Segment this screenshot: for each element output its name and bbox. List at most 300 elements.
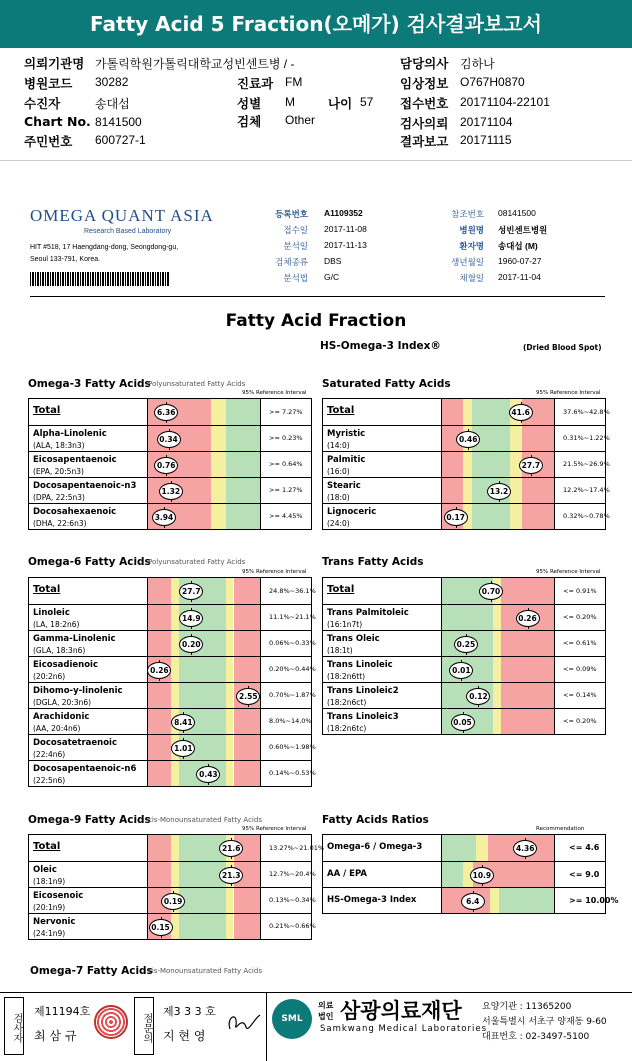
org-value: 가톨릭학원가톨릭대학교성빈센트병 / - bbox=[95, 57, 295, 71]
ratios-row-name bbox=[327, 894, 416, 906]
omega6-bar-zone bbox=[171, 578, 179, 604]
trans-bar-zone bbox=[501, 657, 555, 682]
omega6-bar bbox=[147, 709, 261, 734]
omega6-name-text: Docosatetraenoic bbox=[33, 738, 117, 748]
saturated-value-marker: 27.7 bbox=[519, 457, 543, 474]
omega6-row bbox=[29, 708, 311, 734]
signature bbox=[224, 1007, 264, 1037]
omega6-ref-range: 0.14%~0.53% bbox=[269, 769, 316, 778]
omega9-bar-zone bbox=[234, 888, 262, 913]
saturated-bar-zone bbox=[522, 504, 555, 529]
saturated-row bbox=[323, 477, 610, 503]
omega6-panel bbox=[28, 577, 316, 787]
footer-divider bbox=[266, 993, 267, 1061]
report-heading: Fatty Acid Fraction bbox=[225, 311, 407, 331]
omega3-value-marker: 1.32 bbox=[159, 483, 183, 500]
omega6-bar-zone bbox=[171, 761, 179, 786]
corp-address: 서울특별시 서초구 양재동 9-60 bbox=[482, 1017, 607, 1027]
lab-left-value: 2017-11-13 bbox=[324, 240, 367, 250]
omega6-row-name bbox=[33, 607, 79, 631]
trans-row-name bbox=[327, 607, 409, 631]
omega3-panel bbox=[28, 398, 312, 530]
org-number: 요양기관 : 11365200 bbox=[482, 1002, 572, 1012]
omega6-row bbox=[29, 682, 316, 708]
omega3-row bbox=[29, 399, 311, 425]
trans-name-text: Trans Palmitoleic bbox=[327, 608, 409, 618]
omega9-name-text: Total bbox=[33, 841, 61, 852]
omega6-row-name bbox=[33, 633, 116, 657]
ratios-name-text: HS-Omega-3 Index bbox=[327, 895, 417, 905]
omega3-name-sub: (DHA, 22:6n3) bbox=[33, 519, 87, 528]
omega6-name-text: Arachidonic bbox=[33, 712, 90, 722]
patient-value: 송대섭 bbox=[95, 97, 130, 111]
trans-panel bbox=[322, 577, 606, 735]
omega9-row bbox=[29, 887, 316, 913]
trans-value-marker: 0.26 bbox=[516, 610, 540, 627]
ratios-ref-range: <= 4.6 bbox=[569, 843, 600, 852]
ratios-bar-zone bbox=[476, 835, 487, 861]
omega9-bar-zone bbox=[226, 914, 234, 939]
saturated-value-marker: 41.6 bbox=[509, 404, 533, 421]
saturated-row-name bbox=[327, 506, 376, 530]
omega6-value-marker: 27.7 bbox=[179, 583, 203, 600]
lab-right-key: 채혈일 bbox=[459, 273, 484, 283]
omega6-bar-zone bbox=[148, 735, 171, 760]
req-value: 20171104 bbox=[460, 115, 513, 129]
omega3-bar-zone bbox=[211, 399, 226, 425]
lab-left-key: 검체종류 bbox=[275, 257, 308, 267]
recv-value: 20171104-22101 bbox=[460, 95, 550, 109]
lab-left-key: 접수일 bbox=[283, 225, 308, 235]
omega3-row-name bbox=[33, 405, 60, 417]
omega3-name-sub: (EPA, 20:5n3) bbox=[33, 467, 84, 476]
lab-right-key: 생년월일 bbox=[451, 257, 484, 267]
specimen-value: Other bbox=[285, 113, 316, 127]
omega9-subtitle: cis-Monounsaturated Fatty Acids bbox=[148, 816, 262, 824]
trans-row bbox=[323, 682, 605, 708]
omega3-name-text: Eicosapentaenoic bbox=[33, 455, 117, 465]
saturated-bar-zone bbox=[442, 399, 463, 425]
omega6-title: Omega-6 Fatty Acids bbox=[28, 556, 151, 568]
trans-name-text: Trans Linoleic bbox=[327, 660, 393, 670]
saturated-bar bbox=[441, 426, 555, 451]
lab-address-2: Seoul 133-791, Korea. bbox=[30, 256, 101, 263]
sex-label: 성별 bbox=[237, 96, 262, 111]
omega3-value-marker: 6.36 bbox=[154, 404, 178, 421]
trans-title: Trans Fatty Acids bbox=[322, 556, 424, 568]
saturated-bar bbox=[441, 504, 555, 529]
omega9-row-name bbox=[33, 841, 60, 853]
examiner-seal bbox=[94, 1005, 128, 1039]
omega6-value-marker: 8.41 bbox=[171, 714, 195, 731]
omega9-name-text: Eicosenoic bbox=[33, 891, 84, 901]
examiner-label: 검사자 bbox=[4, 997, 24, 1055]
saturated-row-name bbox=[327, 454, 365, 478]
saturated-name-sub: (24:0) bbox=[327, 519, 350, 528]
trans-name-text: Trans Linoleic2 bbox=[327, 686, 399, 696]
omega9-bar-zone bbox=[179, 888, 226, 913]
omega3-bar bbox=[147, 452, 261, 477]
omega3-row-name bbox=[33, 454, 117, 478]
trans-bar-zone bbox=[493, 631, 501, 656]
omega6-ref-range: 11.1%~21.1% bbox=[269, 613, 316, 622]
omega6-ref-range: 0.70%~1.87% bbox=[269, 691, 316, 700]
omega6-value-marker: 14.9 bbox=[179, 610, 203, 627]
ratios-value-marker: 6.4 bbox=[461, 893, 485, 910]
omega6-bar-zone bbox=[234, 657, 262, 682]
omega6-bar-zone bbox=[148, 709, 171, 734]
trans-bar-zone bbox=[493, 683, 501, 708]
omega6-bar-zone bbox=[234, 761, 262, 786]
doctor-value: 김하나 bbox=[460, 57, 495, 71]
ratios-row bbox=[323, 861, 605, 887]
saturated-ref-range: 0.31%~1.22% bbox=[563, 434, 610, 443]
report-title: Fatty Acid 5 Fraction(오메가) 검사결과보고서 bbox=[0, 0, 632, 48]
omega6-ref-range: 24.8%~36.1% bbox=[269, 586, 316, 595]
saturated-value-marker: 13.2 bbox=[487, 483, 511, 500]
trans-row bbox=[323, 708, 605, 734]
omega9-row bbox=[29, 835, 325, 861]
omega6-name-text: Linoleic bbox=[33, 608, 70, 618]
ratios-bar-zone bbox=[442, 835, 476, 861]
hcode-value: 30282 bbox=[95, 75, 129, 89]
omega3-value-marker: 3.94 bbox=[152, 509, 176, 526]
trans-value-marker: 0.12 bbox=[466, 688, 490, 705]
trans-row-name bbox=[327, 584, 354, 596]
omega6-name-sub: (DGLA, 20:3n6) bbox=[33, 698, 92, 707]
corp-prefix: 의료법인 bbox=[318, 1001, 334, 1021]
omega3-bar-zone bbox=[211, 504, 226, 529]
omega6-ref-range: 8.0%~14.0% bbox=[269, 717, 312, 726]
omega3-name-sub: (ALA, 18:3n3) bbox=[33, 441, 85, 450]
trans-bar bbox=[441, 709, 555, 734]
lab-right-value: 08141500 bbox=[498, 208, 536, 218]
omega9-value-marker: 21.6 bbox=[219, 840, 243, 857]
trans-ref-range: <= 0.20% bbox=[563, 717, 597, 726]
trans-bar bbox=[441, 578, 555, 604]
omega6-bar bbox=[147, 683, 261, 708]
clin-label: 임상정보 bbox=[400, 76, 449, 91]
omega9-bar-zone bbox=[171, 835, 179, 861]
omega3-value-marker: 0.34 bbox=[157, 431, 181, 448]
id-label: 주민번호 bbox=[24, 134, 73, 149]
omega3-bar bbox=[147, 478, 261, 503]
saturated-bar bbox=[441, 478, 555, 503]
omega3-bar-zone bbox=[211, 426, 226, 451]
lab-left-key: 분석법 bbox=[283, 273, 308, 283]
omega6-row-name bbox=[33, 659, 98, 683]
omega6-bar-zone bbox=[226, 657, 234, 682]
sex-value: M bbox=[285, 95, 295, 109]
omega6-name-text: Total bbox=[33, 584, 61, 595]
omega3-subtitle: Polyunsaturated Fatty Acids bbox=[148, 380, 246, 388]
lab-left-value: 2017-11-08 bbox=[324, 224, 367, 234]
omega9-ref-range: 12.7%~20.4% bbox=[269, 870, 316, 879]
saturated-bar-zone bbox=[442, 478, 463, 503]
omega3-value-marker: 0.76 bbox=[154, 457, 178, 474]
saturated-panel bbox=[322, 398, 610, 530]
saturated-bar-zone bbox=[522, 478, 555, 503]
omega9-ref-header: 95% Reference Interval bbox=[242, 826, 307, 832]
specialist-license: 제3 3 3 호 bbox=[163, 1005, 216, 1018]
omega9-name-text: Nervonic bbox=[33, 917, 76, 927]
omega3-name-text: Alpha-Linolenic bbox=[33, 429, 107, 439]
omega9-name-sub: (18:1n9) bbox=[33, 877, 66, 886]
ratios-ref-range: >= 10.00% bbox=[569, 895, 619, 905]
lab-right-value: 2017-11-04 bbox=[498, 272, 541, 282]
ratios-row-name bbox=[327, 841, 422, 853]
omega3-name-sub: (DPA, 22:5n3) bbox=[33, 493, 85, 502]
omega9-bar bbox=[147, 862, 261, 887]
dept-label: 진료과 bbox=[237, 76, 274, 91]
omega6-bar bbox=[147, 735, 261, 760]
specialist-label: 점문의 bbox=[134, 997, 154, 1055]
omega9-row-name bbox=[33, 916, 75, 940]
omega3-row bbox=[29, 477, 311, 503]
omega9-bar-zone bbox=[148, 862, 171, 887]
saturated-value-marker: 0.46 bbox=[456, 431, 480, 448]
omega6-row bbox=[29, 604, 316, 630]
omega3-ref-range: >= 4.45% bbox=[269, 512, 303, 521]
trans-row bbox=[323, 656, 605, 682]
omega6-name-text: Gamma-Linolenic bbox=[33, 634, 116, 644]
omega3-bar-zone bbox=[226, 426, 261, 451]
age-value: 57 bbox=[360, 95, 374, 109]
omega6-bar bbox=[147, 657, 261, 682]
lab-left-key: 등록번호 bbox=[275, 209, 308, 219]
saturated-bar-zone bbox=[442, 452, 463, 477]
ratios-name-text: AA / EPA bbox=[327, 869, 368, 879]
omega3-bar-zone bbox=[211, 478, 226, 503]
omega3-bar-zone bbox=[226, 504, 261, 529]
omega3-row-name bbox=[33, 428, 107, 452]
lab-right-key: 참조번호 bbox=[451, 209, 484, 219]
doctor-label: 담당의사 bbox=[400, 56, 449, 71]
omega6-subtitle: Polyunsaturated Fatty Acids bbox=[148, 558, 246, 566]
dried-blood-spot: (Dried Blood Spot) bbox=[523, 343, 602, 352]
omega3-bar bbox=[147, 504, 261, 529]
omega6-row-name bbox=[33, 737, 117, 761]
trans-ref-header: 95% Reference Interval bbox=[536, 569, 601, 575]
clin-value: O767H0870 bbox=[460, 75, 525, 89]
omega3-ref-range: >= 0.23% bbox=[269, 434, 303, 443]
omega9-ref-range: 0.13%~0.34% bbox=[269, 896, 316, 905]
omega9-row bbox=[29, 913, 316, 939]
omega6-bar-zone bbox=[179, 657, 226, 682]
lab-right-value: 송대섭 (M) bbox=[498, 241, 538, 251]
specialist-name: 지 현 영 bbox=[163, 1029, 206, 1043]
req-label: 검사의뢰 bbox=[400, 116, 449, 131]
recv-label: 접수번호 bbox=[400, 96, 449, 111]
lab-right-key: 환자명 bbox=[459, 241, 484, 251]
omega3-name-text: Total bbox=[33, 405, 61, 416]
omega6-name-text: Dihomo-y-linolenic bbox=[33, 686, 123, 696]
trans-bar bbox=[441, 605, 555, 630]
omega6-value-marker: 0.20 bbox=[179, 636, 203, 653]
saturated-bar-zone bbox=[463, 452, 472, 477]
trans-name-sub: (18:2n6ct) bbox=[327, 698, 367, 707]
trans-row-name bbox=[327, 711, 399, 735]
corp-name: 삼광의료재단 bbox=[340, 999, 462, 1023]
omega6-row-name bbox=[33, 584, 60, 596]
omega6-bar-zone bbox=[148, 605, 171, 630]
omega6-bar-zone bbox=[171, 657, 179, 682]
omega9-title: Omega-9 Fatty Acids bbox=[28, 814, 151, 826]
omega3-bar-zone bbox=[211, 452, 226, 477]
trans-name-text: Trans Linoleic3 bbox=[327, 712, 399, 722]
ratios-bar-zone bbox=[442, 862, 463, 887]
omega3-ref-range: >= 0.64% bbox=[269, 460, 303, 469]
saturated-name-sub: (14:0) bbox=[327, 441, 350, 450]
saturated-ref-range: 37.6%~42.8% bbox=[563, 407, 610, 416]
omega3-row-name bbox=[33, 480, 136, 504]
omega6-bar-zone bbox=[226, 605, 234, 630]
omega9-value-marker: 0.15 bbox=[149, 919, 173, 936]
omega9-row-name bbox=[33, 864, 65, 888]
omega6-bar-zone bbox=[171, 683, 179, 708]
trans-name-sub: (18:1t) bbox=[327, 646, 353, 655]
lab-logo: OMEGA QUANT ASIA bbox=[30, 206, 214, 225]
omega9-ref-range: 13.27%~21.01% bbox=[269, 843, 325, 852]
saturated-bar-zone bbox=[472, 452, 511, 477]
omega6-name-text: Eicosadienoic bbox=[33, 660, 98, 670]
omega6-row bbox=[29, 760, 316, 786]
omega3-bar-zone bbox=[226, 478, 261, 503]
saturated-row bbox=[323, 399, 610, 425]
saturated-bar-zone bbox=[463, 399, 472, 425]
omega6-bar-zone bbox=[226, 578, 234, 604]
omega6-row bbox=[29, 630, 316, 656]
trans-ref-range: <= 0.20% bbox=[563, 613, 597, 622]
ratios-bar bbox=[441, 862, 555, 887]
ratios-row bbox=[323, 835, 605, 861]
omega3-row bbox=[29, 451, 311, 477]
dept-value: FM bbox=[285, 75, 303, 89]
saturated-name-sub: (18:0) bbox=[327, 493, 350, 502]
omega9-bar-zone bbox=[148, 835, 171, 861]
omega6-bar-zone bbox=[226, 761, 234, 786]
trans-name-text: Total bbox=[327, 584, 355, 595]
omega3-bar bbox=[147, 399, 261, 425]
lab-tagline: Research Based Laboratory bbox=[84, 228, 172, 235]
lab-left-value: G/C bbox=[324, 272, 340, 282]
trans-row bbox=[323, 604, 605, 630]
saturated-bar-zone bbox=[510, 504, 521, 529]
saturated-bar-zone bbox=[522, 426, 555, 451]
lab-left-value: A1109352 bbox=[324, 208, 363, 218]
omega9-ref-range: 0.21%~0.66% bbox=[269, 922, 316, 931]
trans-name-sub: (16:1n7t) bbox=[327, 620, 363, 629]
saturated-bar bbox=[441, 452, 555, 477]
footer bbox=[0, 992, 632, 1060]
saturated-ref-range: 12.2%~17.4% bbox=[563, 486, 610, 495]
omega9-bar bbox=[147, 914, 261, 939]
omega6-bar-zone bbox=[148, 631, 171, 656]
omega3-bar bbox=[147, 426, 261, 451]
omega9-row bbox=[29, 861, 316, 887]
lab-left-key: 분석일 bbox=[283, 241, 308, 251]
age-label: 나이 bbox=[328, 96, 353, 111]
saturated-title: Saturated Fatty Acids bbox=[322, 378, 451, 390]
saturated-ref-header: 95% Reference Interval bbox=[536, 390, 601, 396]
omega6-name-sub: (22:5n6) bbox=[33, 776, 66, 785]
omega9-panel bbox=[28, 834, 325, 940]
ratios-name-text: Omega-6 / Omega-3 bbox=[327, 842, 423, 852]
trans-name-sub: (18:2n6tt) bbox=[327, 672, 366, 681]
trans-name-text: Trans Oleic bbox=[327, 634, 380, 644]
saturated-bar-zone bbox=[472, 399, 511, 425]
omega9-bar-zone bbox=[234, 914, 262, 939]
omega9-bar bbox=[147, 888, 261, 913]
lab-left-value: DBS bbox=[324, 256, 342, 266]
omega6-ref-range: 0.60%~1.98% bbox=[269, 743, 316, 752]
omega7-subtitle: cis-Monounsaturated Fatty Acids bbox=[148, 967, 262, 975]
saturated-row bbox=[323, 503, 610, 529]
omega3-bar-zone bbox=[226, 452, 261, 477]
corp-english: Samkwang Medical Laboratories bbox=[320, 1024, 488, 1034]
lab-divider bbox=[30, 296, 605, 297]
saturated-name-text: Stearic bbox=[327, 481, 361, 491]
ratios-bar bbox=[441, 888, 555, 913]
omega3-name-text: Docosapentaenoic-n3 bbox=[33, 481, 137, 491]
trans-value-marker: 0.70 bbox=[479, 583, 503, 600]
omega6-bar-zone bbox=[226, 709, 234, 734]
examiner-name: 최 삼 규 bbox=[34, 1029, 77, 1043]
trans-ref-range: <= 0.09% bbox=[563, 665, 597, 674]
omega9-row-name bbox=[33, 890, 83, 914]
trans-bar-zone bbox=[501, 578, 555, 604]
omega9-name-sub: (20:1n9) bbox=[33, 903, 66, 912]
omega6-ref-range: 0.06%~0.33% bbox=[269, 639, 316, 648]
omega6-bar-zone bbox=[179, 683, 226, 708]
trans-name-sub: (18:2n6tc) bbox=[327, 724, 367, 733]
omega6-row bbox=[29, 656, 316, 682]
saturated-row-name bbox=[327, 480, 361, 504]
omega6-row-name bbox=[33, 763, 136, 787]
ratios-title: Fatty Acids Ratios bbox=[322, 814, 429, 826]
ratios-bar-zone bbox=[499, 888, 555, 913]
omega3-title: Omega-3 Fatty Acids bbox=[28, 378, 151, 390]
omega7-title: Omega-7 Fatty Acids bbox=[30, 965, 153, 977]
trans-bar-zone bbox=[493, 657, 501, 682]
lab-right-key: 병원명 bbox=[459, 225, 484, 235]
trans-bar bbox=[441, 657, 555, 682]
trans-value-marker: 0.05 bbox=[451, 714, 475, 731]
trans-row-name bbox=[327, 633, 380, 657]
trans-ref-range: <= 0.91% bbox=[563, 586, 597, 595]
omega6-value-marker: 2.55 bbox=[236, 688, 260, 705]
omega3-ref-range: >= 1.27% bbox=[269, 486, 303, 495]
trans-row bbox=[323, 578, 605, 604]
omega6-name-sub: (GLA, 18:3n6) bbox=[33, 646, 86, 655]
trans-row bbox=[323, 630, 605, 656]
omega6-bar bbox=[147, 631, 261, 656]
omega6-bar-zone bbox=[148, 761, 171, 786]
trans-row-name bbox=[327, 659, 393, 683]
omega9-value-marker: 0.19 bbox=[161, 893, 185, 910]
omega6-bar bbox=[147, 605, 261, 630]
omega9-name-sub: (24:1n9) bbox=[33, 929, 66, 938]
chart-label: Chart No. bbox=[24, 114, 91, 129]
omega6-bar-zone bbox=[234, 709, 262, 734]
trans-bar bbox=[441, 683, 555, 708]
omega3-name-text: Docosahexaenoic bbox=[33, 507, 117, 517]
omega3-bar-zone bbox=[226, 399, 261, 425]
omega6-row bbox=[29, 734, 316, 760]
trans-ref-range: <= 0.61% bbox=[563, 639, 597, 648]
trans-bar-zone bbox=[501, 683, 555, 708]
omega6-name-sub: (20:2n6) bbox=[33, 672, 66, 681]
